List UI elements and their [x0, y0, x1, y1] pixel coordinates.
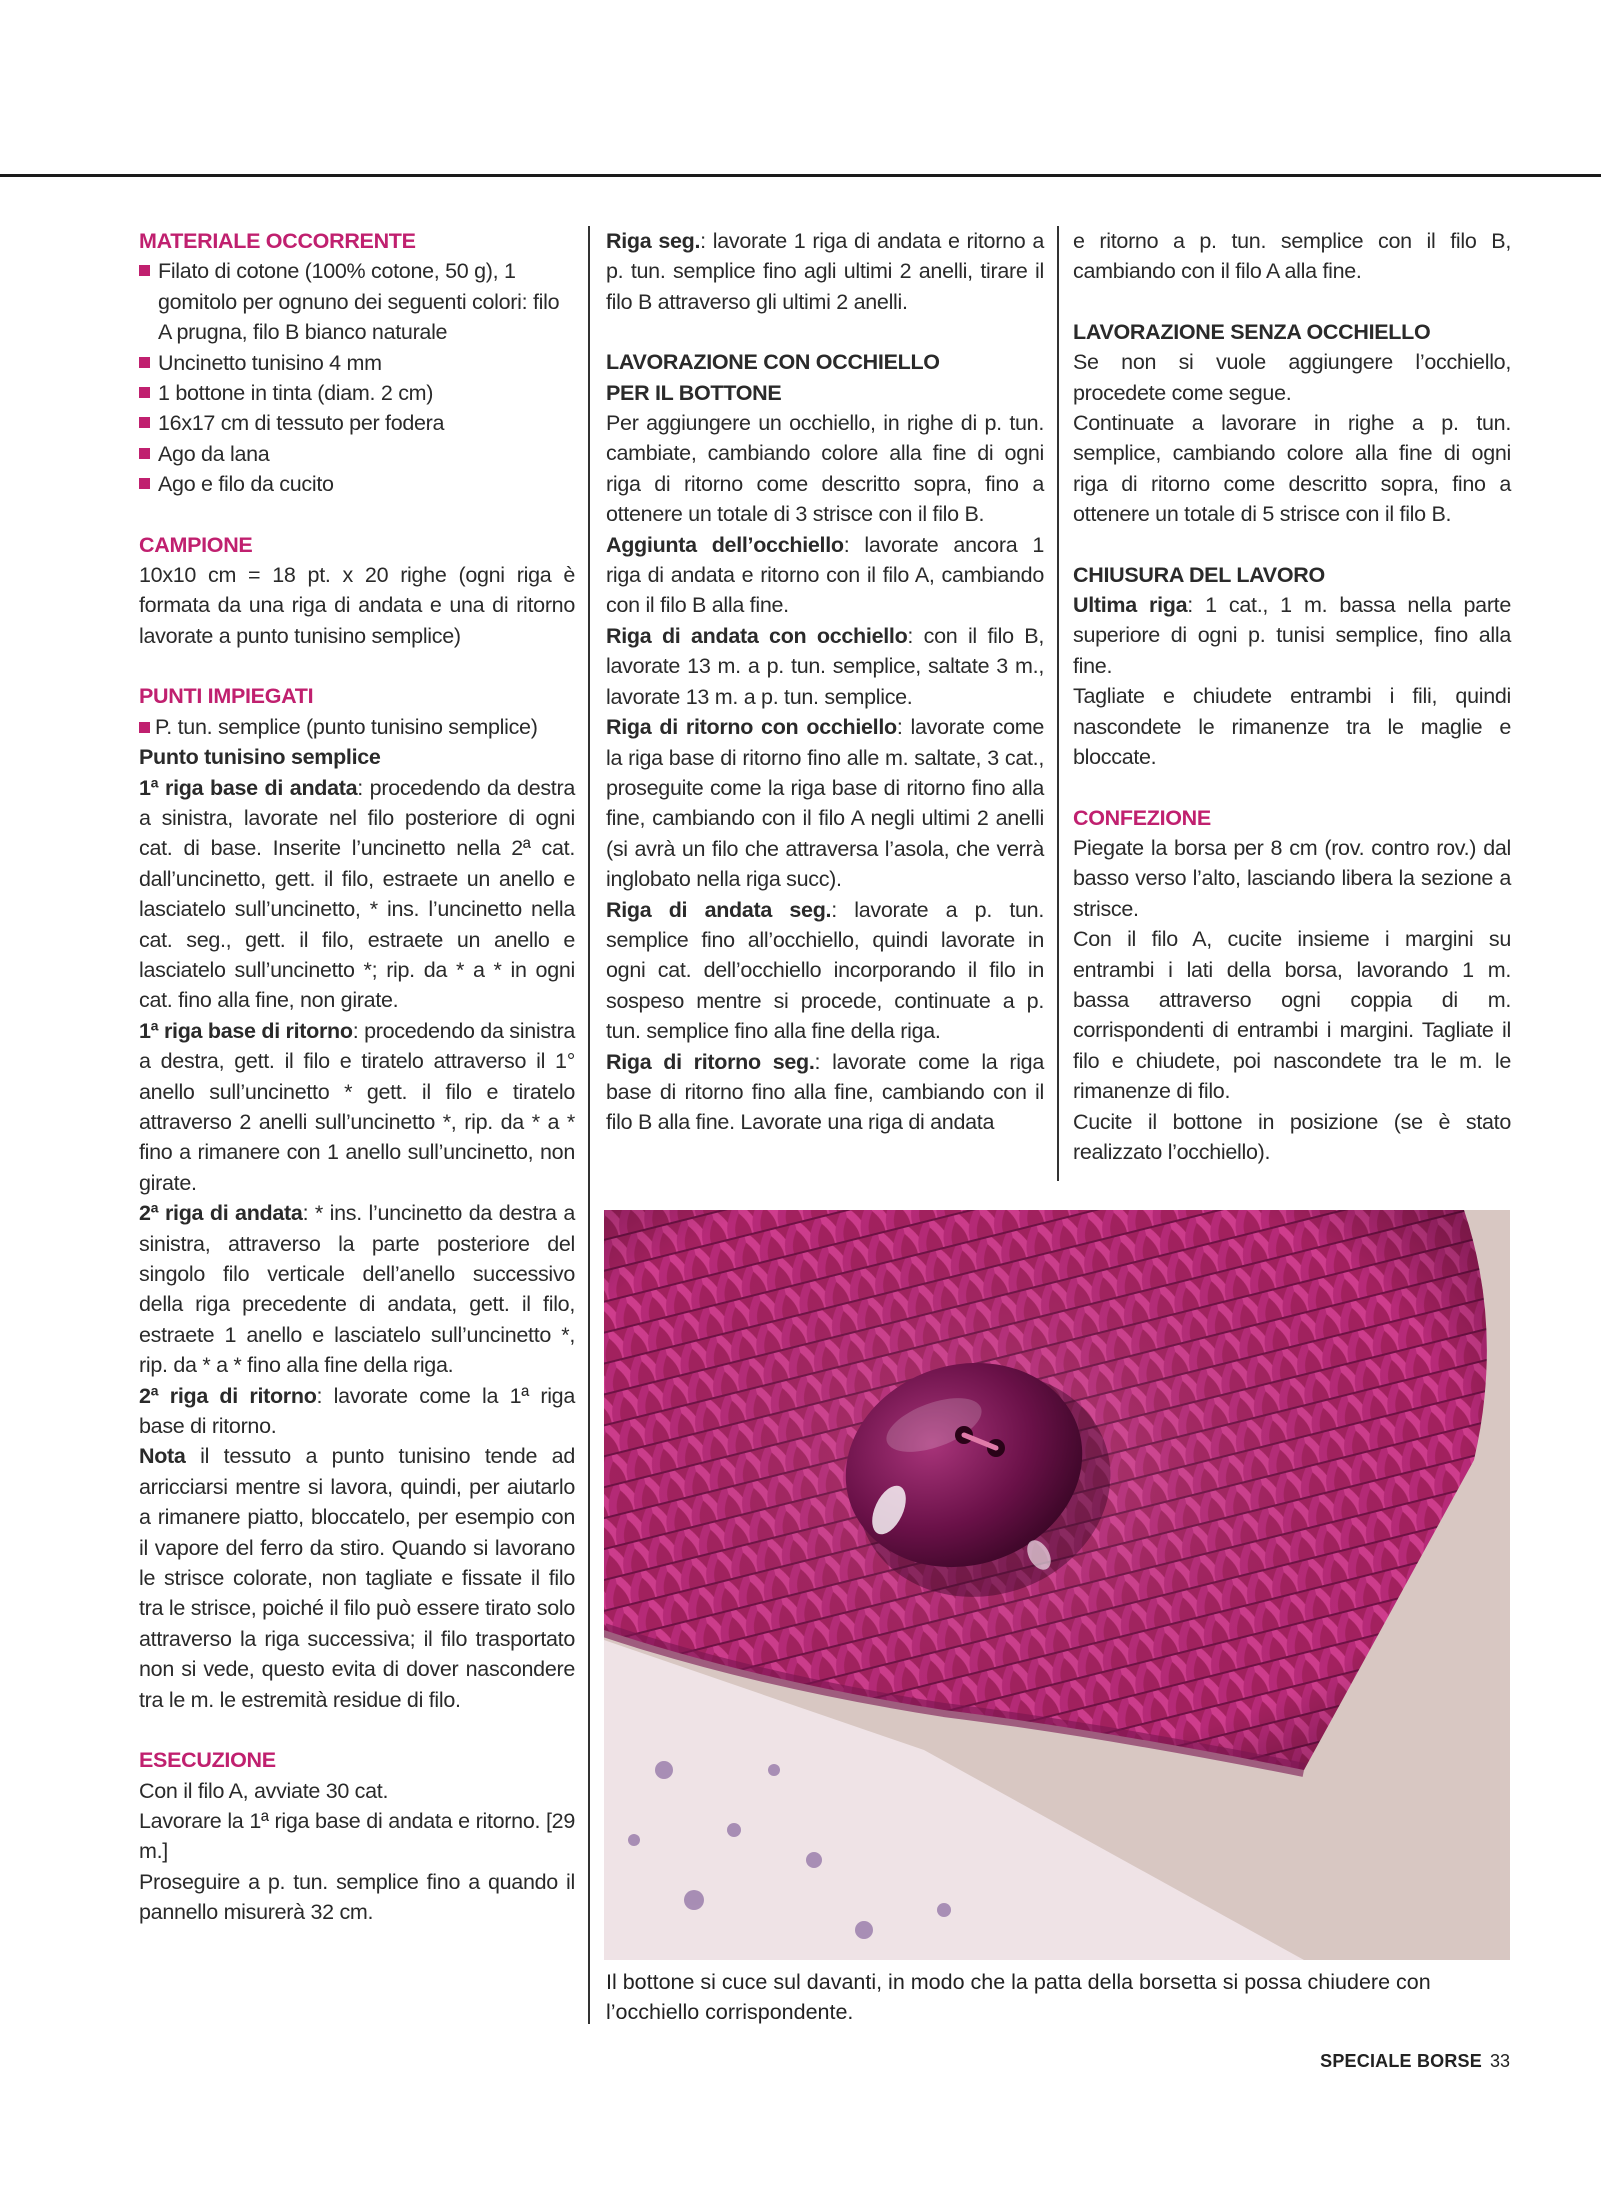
paragraph: Se non si vuole aggiungere l’occhiello, procedete come segue. — [1073, 350, 1511, 405]
paragraph: Con il filo A, avviate 30 cat. — [139, 1778, 389, 1803]
square-bullet-icon — [139, 722, 150, 733]
section-title-confezione: CONFEZIONE — [1073, 805, 1211, 830]
section-title-esecuzione: ESECUZIONE — [139, 1748, 276, 1773]
paragraph: 2ª riga di ritorno: lavorate come la 1ª riga base di ritorno. — [139, 1383, 575, 1439]
column-divider — [1057, 226, 1059, 1181]
section-title-occhiello: LAVORAZIONE CON OCCHIELLO PER IL BOTTONE — [606, 350, 940, 405]
campione-text: 10x10 cm = 18 pt. x 20 righe (ogni riga è formata da una riga di andata e una di ritorno lavorate a punto tunisino semplice) — [139, 563, 575, 648]
magazine-name: SPECIALE BORSE — [1320, 2051, 1482, 2071]
square-bullet-icon — [139, 357, 150, 368]
square-bullet-icon — [139, 448, 150, 459]
list-item: Uncinetto tunisino 4 mm — [139, 348, 575, 378]
paragraph: Per aggiungere un occhiello, in righe di p. tun. cambiate, cambiando colore alla fine di ogni riga di ritorno come descritto sopra, fino a ottenere un totale di 3 strisce con il filo B. — [606, 411, 1044, 527]
page-number: 33 — [1489, 2051, 1510, 2071]
knitted-bag-photo — [604, 1210, 1510, 1960]
column-3 — [1073, 226, 1511, 1167]
paragraph: Proseguire a p. tun. semplice fino a quando il pannello misurerà 32 cm. — [139, 1869, 575, 1925]
paragraph: Piegate la borsa per 8 cm (rov. contro rov.) dal basso verso l’alto, lasciando libera la sezione a strisce. — [1073, 835, 1511, 921]
paragraph: Con il filo A, cucite insieme i margini su entrambi i lati della borsa, lavorando 1 m. bassa attraverso ogni coppia di m. corrispondenti di entrambi i margini. Tagliate il filo e chiudete, poi nascondete tra le m. le rimanenze di filo. — [1073, 927, 1511, 1104]
paragraph: e ritorno a p. tun. semplice con il filo B, cambiando con il filo A alla fine. — [1073, 229, 1511, 284]
knit-button-illustration — [604, 1210, 1510, 1960]
paragraph: Continuate a lavorare in righe a p. tun. semplice, cambiando colore alla fine di ogni riga di ritorno come descritto sopra, fino a ottenere un totale di 5 strisce con il filo B. — [1073, 411, 1511, 527]
paragraph-nota: Nota il tessuto a punto tunisino tende ad arricciarsi mentre si lavora, quindi, per aiutarlo a rimanere piatto, bloccatelo, per esempio con il vapore del ferro da stiro. Quando si lavorano le strisce colorate, non tagliate e fissate il filo tra le strisce, poiché il filo può essere tirato solo attraverso la riga successiva; il filo trasportato non si vede, questo evita di dover nascondere tra le m. le estremità residue di filo. — [139, 1444, 575, 1712]
subheading-punto-tunisino: Punto tunisino semplice — [139, 745, 381, 770]
list-item: 1 bottone in tinta (diam. 2 cm) — [139, 378, 575, 408]
paragraph: 1ª riga base di ritorno: procedendo da sinistra a destra, gett. il filo e tiratelo attraverso il 1° anello sull’uncinetto * gett. il filo e tiratelo attraverso 2 anelli sull’uncinetto *, rip. da * a * fino a rimanere con 1 anello sull’uncinetto, non girate. — [139, 1018, 575, 1195]
section-title-senza-occhiello: LAVORAZIONE SENZA OCCHIELLO — [1073, 319, 1431, 344]
column-2 — [606, 226, 1044, 1138]
paragraph: Lavorare la 1ª riga base di andata e ritorno. [29 m.] — [139, 1808, 575, 1864]
paragraph: 2ª riga di andata: * ins. l’uncinetto da destra a sinistra, attraverso la parte posteriore del singolo filo verticale dell’anello successivo della riga precedente di andata, gett. il filo, estraete 1 anello e lasciatelo sull’uncinetto *, rip. da * a * fino alla fine della riga. — [139, 1201, 575, 1378]
list-item: Filato di cotone (100% cotone, 50 g), 1 gomitolo per ognuno dei seguenti colori: filo A prugna, filo B bianco naturale — [139, 256, 575, 347]
section-title-punti: PUNTI IMPIEGATI — [139, 684, 314, 709]
paragraph: Aggiunta dell’occhiello: lavorate ancora 1 riga di andata e ritorno con il filo A, cambiando con il filo B alla fine. — [606, 532, 1044, 618]
square-bullet-icon — [139, 417, 150, 428]
square-bullet-icon — [139, 387, 150, 398]
list-item: Ago da lana — [139, 439, 575, 469]
section-title-materiale: MATERIALE OCCORRENTE — [139, 229, 416, 253]
paragraph: Riga di ritorno con occhiello: lavorate come la riga base di ritorno fino alle m. saltate, 3 cat., proseguite come la riga base di ritorno fino alla fine, cambiando con il filo A negli ultimi 2 anelli (si avrà un filo che attraversa l’asola, che verrà inglobato nella riga succ). — [606, 715, 1045, 892]
square-bullet-icon — [139, 478, 150, 489]
paragraph: Ultima riga: 1 cat., 1 m. bassa nella parte superiore di ogni p. tunisi semplice, fino alla fine. — [1073, 593, 1512, 678]
paragraph: 1ª riga base di andata: procedendo da destra a sinistra, lavorate nel filo posteriore di ogni cat. di base. Inserite l’uncinetto nella 2ª cat. dall’uncinetto, gett. il filo, estraete un anello e lasciatelo sull’uncinetto, * ins. l’uncinetto nella cat. seg., gett. il filo, estraete un anello e lasciatelo sull’uncinetto *; rip. da * a * in ogni cat. fino alla fine, non girate. — [139, 775, 575, 1013]
materials-list — [139, 256, 575, 499]
paragraph: Riga di andata con occhiello: con il filo B, lavorate 13 m. a p. tun. semplice, saltate 3 m., lavorate 13 m. a p. tun. semplice. — [606, 623, 1044, 709]
paragraph: Tagliate e chiudete entrambi i fili, quindi nascondete le rimanenze tra le maglie e bloccate. — [1073, 684, 1511, 770]
list-item: 16x17 cm di tessuto per fodera — [139, 408, 575, 438]
section-title-campione: CAMPIONE — [139, 532, 253, 557]
section-title-chiusura: CHIUSURA DEL LAVORO — [1073, 562, 1325, 587]
column-1 — [139, 226, 575, 1928]
top-rule — [0, 174, 1601, 177]
square-bullet-icon — [139, 265, 150, 276]
list-item: Ago e filo da cucito — [139, 469, 575, 499]
photo-caption: Il bottone si cuce sul davanti, in modo che la patta della borsetta si possa chiudere con l’occhiello corrispondente. — [606, 1970, 1431, 2024]
column-divider — [588, 226, 590, 2024]
paragraph: Cucite il bottone in posizione (se è stato realizzato l’occhiello). — [1073, 1109, 1511, 1164]
page-footer — [1320, 2051, 1510, 2072]
paragraph: Riga di andata seg.: lavorate a p. tun. semplice fino all’occhiello, quindi lavorate in ogni cat. dell’occhiello incorporando il filo in sospeso mentre si procede, continuate a p. tun. semplice fino alla fine della riga. — [606, 897, 1044, 1044]
paragraph: Riga seg.: lavorate 1 riga di andata e ritorno a p. tun. semplice fino agli ultimi 2 anelli, tirare il filo B attraverso gli ultimi 2 anelli. — [606, 229, 1044, 314]
punti-item: P. tun. semplice (punto tunisino semplice) — [139, 712, 575, 742]
paragraph: Riga di ritorno seg.: lavorate come la riga base di ritorno fino alla fine, cambiando con il filo B alla fine. Lavorate una riga di andata — [606, 1049, 1045, 1135]
